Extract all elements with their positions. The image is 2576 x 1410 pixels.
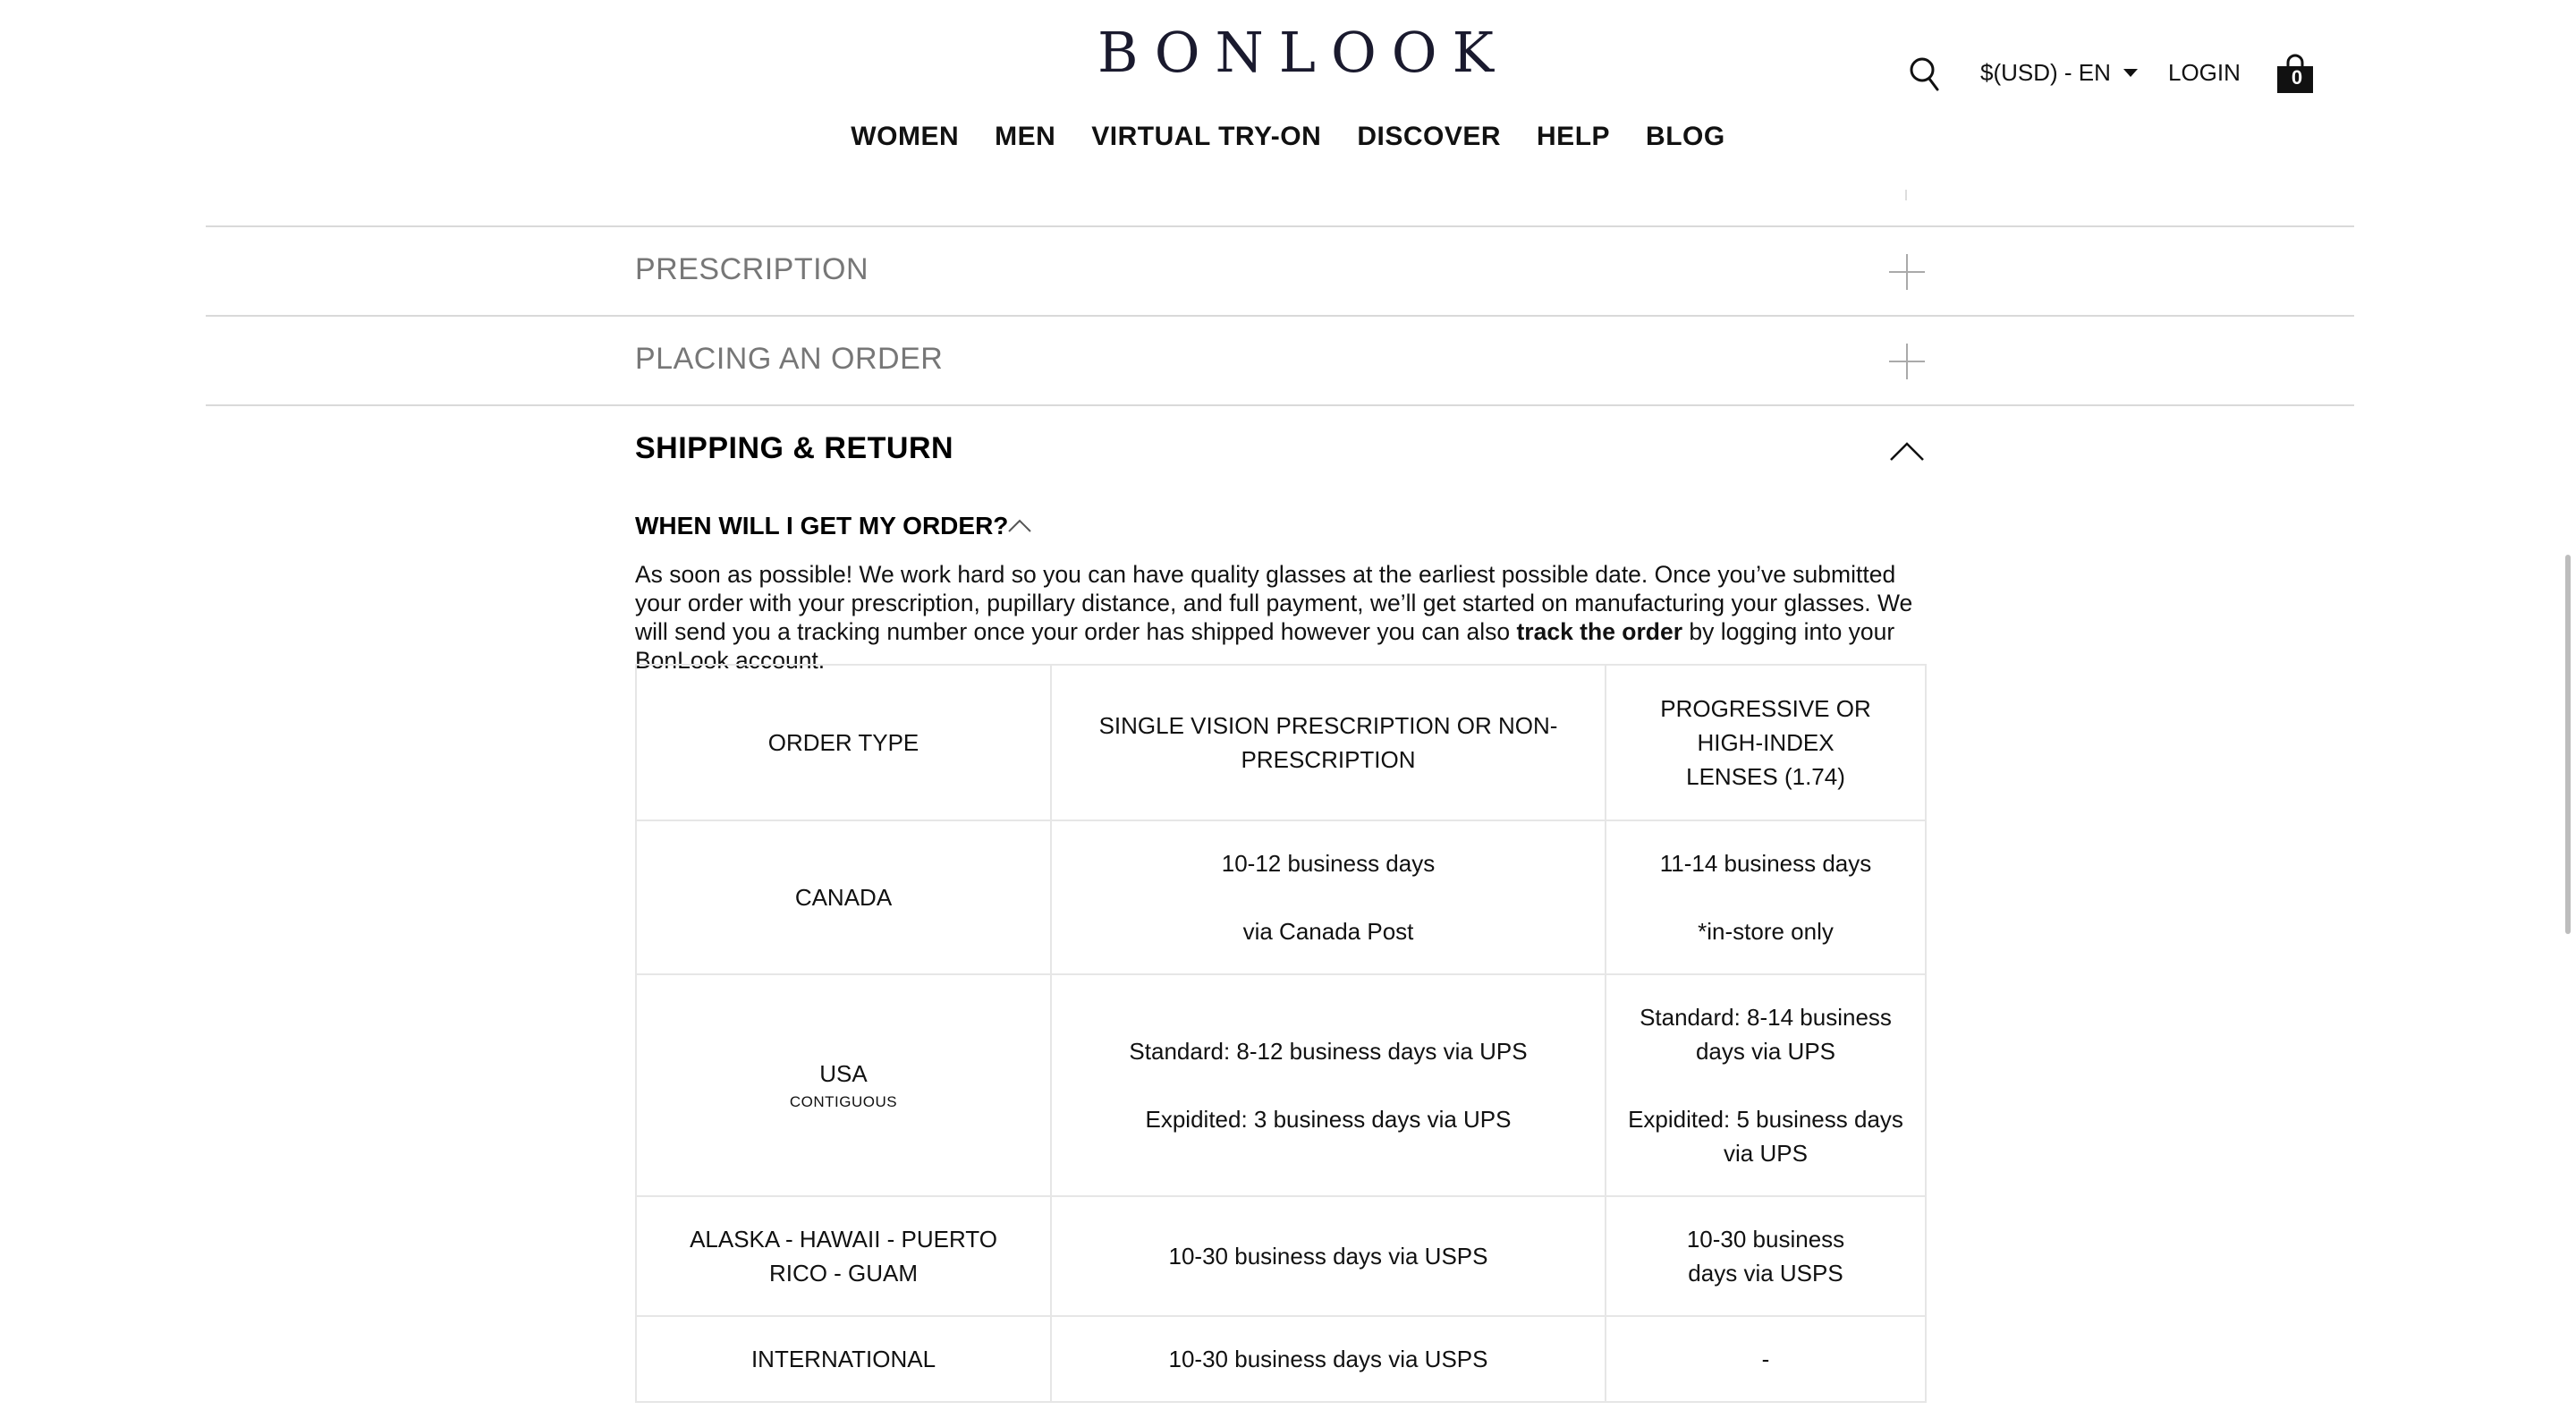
cell-line: *in-store only (1698, 918, 1834, 945)
cell-progressive (1606, 974, 1926, 1196)
cell-note: CONTIGUOUS (789, 1093, 898, 1110)
cell-line: Expidited: 3 business days via UPS (1145, 1106, 1512, 1133)
header-cell: SINGLE VISION PRESCRIPTION OR NON-PRESCRIPTION (1051, 665, 1606, 820)
cell-progressive (1606, 820, 1926, 974)
cart-count: 0 (2291, 66, 2303, 89)
divider (1905, 190, 1907, 200)
nav-discover[interactable]: DISCOVER (1357, 122, 1502, 151)
chevron-up-icon[interactable] (1007, 517, 1032, 533)
divider (206, 315, 2354, 317)
cell-line: Standard: 8-14 business days via UPS (1640, 1004, 1892, 1065)
track-order-link[interactable]: track the order (1516, 618, 1683, 645)
cell-line: 10-12 business days (1221, 850, 1436, 877)
table-row (636, 974, 1926, 1196)
cell-line: via Canada Post (1242, 918, 1414, 945)
answer-text: As soon as possible! We work hard so you can have quality glasses at the earliest possible date. Once you’ve submitted your order with your prescription, pupillary distance, and full payment, we’ll get started on manufacturing your glasses. We will send you a tracking number once your order has shipped however you can also (635, 561, 1913, 645)
accordion-prescription[interactable]: PRESCRIPTION (635, 252, 869, 286)
header-cell: PROGRESSIVE OR HIGH-INDEX LENSES (1.74) (1606, 665, 1926, 820)
table-row (636, 1316, 1926, 1402)
cell-single: 10-30 business days via USPS (1051, 1316, 1606, 1402)
chevron-down-icon (2123, 69, 2138, 77)
cell-line: 11-14 business days (1659, 850, 1872, 877)
faq-question[interactable]: WHEN WILL I GET MY ORDER? (635, 512, 1009, 539)
cell-single: 10-30 business days via USPS (1051, 1196, 1606, 1316)
table-row (636, 820, 1926, 974)
cell-progressive: 10-30 business days via USPS (1606, 1196, 1926, 1316)
plus-icon[interactable] (1889, 344, 1925, 379)
divider (206, 404, 2354, 406)
nav-blog[interactable]: BLOG (1646, 122, 1725, 151)
nav-men[interactable]: MEN (995, 122, 1056, 151)
currency-selector[interactable] (1980, 59, 2138, 87)
cell-single (1051, 820, 1606, 974)
nav-virtual-try-on[interactable]: VIRTUAL TRY-ON (1091, 122, 1322, 151)
accordion-shipping-return[interactable]: SHIPPING & RETURN (635, 431, 954, 465)
cell-line: Expidited: 5 business days via UPS (1628, 1106, 1903, 1167)
cell-order-type (636, 974, 1051, 1196)
cell-order-type: INTERNATIONAL (636, 1316, 1051, 1402)
cell-line: USA (819, 1060, 868, 1087)
plus-icon[interactable] (1889, 254, 1925, 290)
table-row (636, 1196, 1926, 1316)
chevron-up-icon[interactable] (1889, 440, 1925, 462)
nav-women[interactable]: WOMEN (851, 122, 960, 151)
header-cell: ORDER TYPE (636, 665, 1051, 820)
table-header-row (636, 665, 1926, 820)
accordion-placing-order[interactable]: PLACING AN ORDER (635, 342, 944, 376)
bonlook-logo[interactable]: BONLOOK (1097, 20, 1509, 85)
cell-order-type: CANADA (636, 820, 1051, 974)
login-link[interactable]: LOGIN (2168, 59, 2241, 86)
divider (206, 225, 2354, 227)
faq-answer (635, 560, 1932, 675)
answer-text: by logging into your BonLook account. (635, 618, 1895, 674)
search-icon[interactable] (1909, 55, 1941, 93)
currency-label: $(USD) - EN (1980, 59, 2111, 86)
shipping-table (635, 664, 1927, 1403)
nav-help[interactable]: HELP (1537, 122, 1611, 151)
main-nav (0, 122, 2576, 152)
cell-order-type: ALASKA - HAWAII - PUERTO RICO - GUAM (636, 1196, 1051, 1316)
scrollbar[interactable] (2565, 555, 2571, 934)
cell-line: Standard: 8-12 business days via UPS (1129, 1038, 1528, 1065)
cell-single (1051, 974, 1606, 1196)
cell-progressive: - (1606, 1316, 1926, 1402)
